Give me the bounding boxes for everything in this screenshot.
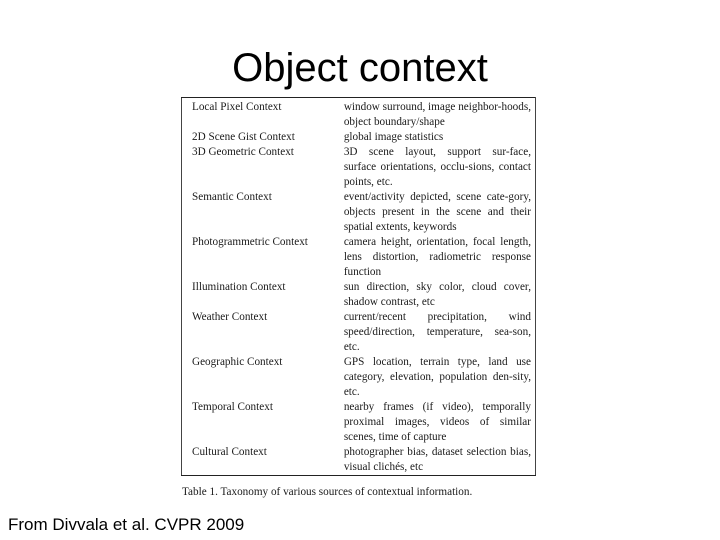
- table-row: [182, 98, 536, 131]
- context-type-cell: Photogrammetric Context: [192, 236, 308, 248]
- context-description-cell: camera height, orientation, focal length, lens distortion, radiometric response function: [343, 236, 531, 278]
- context-table-figure: [181, 97, 536, 499]
- context-description-cell: GPS location, terrain type, land use category, elevation, population den-sity, etc.: [343, 356, 531, 398]
- context-type-cell: Semantic Context: [192, 191, 272, 203]
- table-row: [182, 400, 536, 445]
- context-description-cell: sun direction, sky color, cloud cover, shadow contrast, etc: [343, 281, 531, 308]
- table-row: [182, 355, 536, 400]
- context-type-cell: Geographic Context: [192, 356, 283, 368]
- context-table-body: [182, 98, 536, 476]
- table-row: [182, 280, 536, 310]
- table-row: [182, 190, 536, 235]
- context-type-cell: 2D Scene Gist Context: [192, 131, 295, 143]
- context-type-cell: Local Pixel Context: [192, 101, 282, 113]
- context-description-cell: event/activity depicted, scene cate-gory, objects present in the scene and their spatial extents, keywords: [343, 191, 531, 233]
- table-row: [182, 310, 536, 355]
- context-description-cell: 3D scene layout, support sur-face, surface orientations, occlu-sions, contact points, etc.: [343, 146, 531, 188]
- context-description-cell: nearby frames (if video), temporally proximal images, videos of similar scenes, time of capture: [343, 401, 531, 443]
- context-type-cell: 3D Geometric Context: [192, 146, 294, 158]
- context-description-cell: photographer bias, dataset selection bias, visual clichés, etc: [343, 446, 531, 473]
- context-type-cell: Cultural Context: [192, 446, 267, 458]
- context-description-cell: window surround, image neighbor-hoods, object boundary/shape: [343, 101, 531, 128]
- table-row: [182, 235, 536, 280]
- source-citation: From Divvala et al. CVPR 2009: [8, 515, 245, 534]
- context-taxonomy-table: [181, 97, 536, 476]
- table-caption: Table 1. Taxonomy of various sources of contextual information.: [182, 486, 473, 498]
- context-description-cell: current/recent precipitation, wind speed/direction, temperature, sea-son, etc.: [343, 311, 531, 353]
- table-row: [182, 145, 536, 190]
- context-type-cell: Temporal Context: [192, 401, 273, 413]
- context-type-cell: Illumination Context: [192, 281, 286, 293]
- table-row: [182, 130, 536, 145]
- context-description-cell: global image statistics: [343, 131, 444, 143]
- slide-title: Object context: [232, 46, 488, 90]
- context-type-cell: Weather Context: [192, 311, 268, 323]
- table-row: [182, 445, 536, 476]
